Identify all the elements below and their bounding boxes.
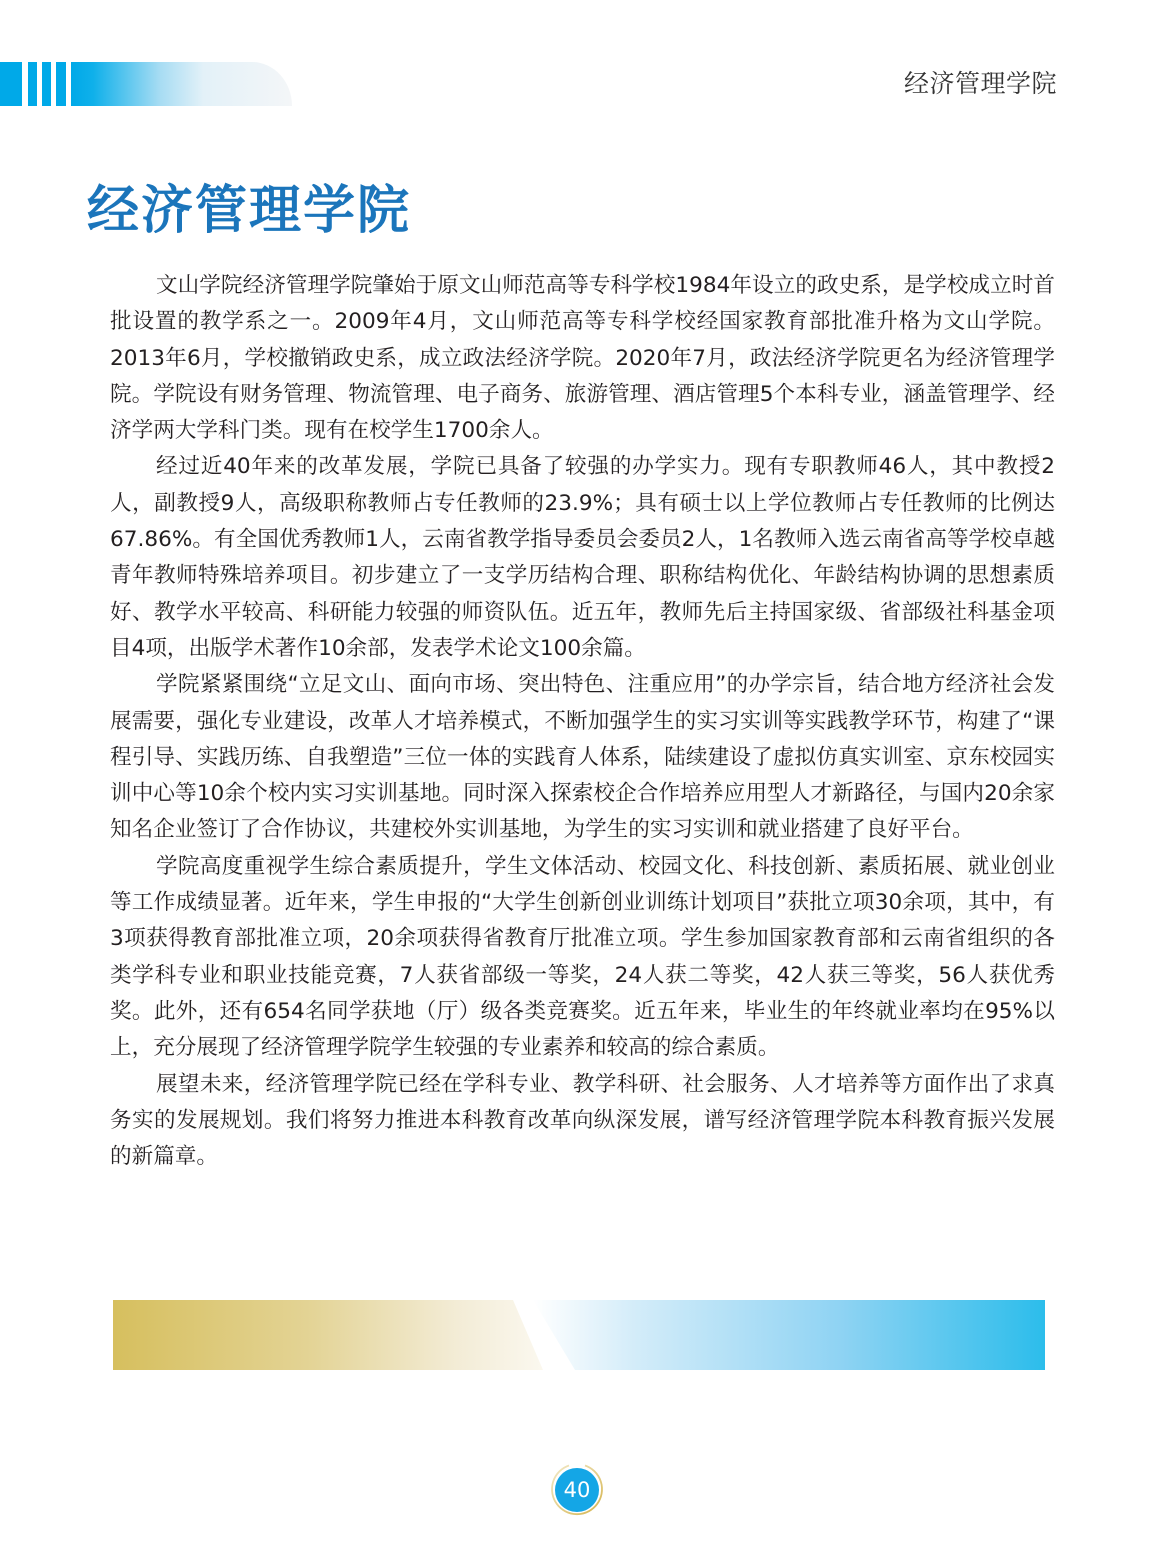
header-decoration-bar (0, 62, 292, 106)
page-title: 经济管理学院 (87, 181, 412, 241)
banner-gold-segment (113, 1300, 543, 1370)
paragraph-outlook: 展望未来，经济管理学院已经在学科专业、教学科研、社会服务、人才培养等方面作出了求真务实的发展规划。我们将努力推进本科教育改革向纵深发展，谱写经济管理学院本科教育振兴发展的新篇章。 (110, 1071, 1055, 1170)
paragraph-faculty: 经过近40年来的改革发展，学院已具备了较强的办学实力。现有专职教师46人，其中教授2人，副教授9人，高级职称教师占专任教师的23.9%；具有硕士以上学位教师占专任教师的比例达67.86%。有全国优秀教师1人，云南省教学指导委员会委员2人，1名教师入选云南省高等学校卓越青年教师特殊培养项目。初步建立了一支学历结构合理、职称结构优化、年龄结构协调的思想素质好、教学水平较高、科研能力较强的师资队伍。近五年，教师先后主持国家级、省部级社科基金项目4项，出版学术著作10余部，发表学术论文100余篇。 (110, 454, 1055, 661)
header-stripe (56, 62, 66, 106)
header-stripe (28, 62, 37, 106)
body-text (110, 268, 1055, 1175)
header-stripe (0, 62, 22, 106)
running-head: 经济管理学院 (903, 69, 1057, 98)
banner-blue-segment (533, 1300, 1045, 1370)
page-number-badge: 40 (555, 1468, 599, 1512)
paragraph-practice: 学院紧紧围绕“立足文山、面向市场、突出特色、注重应用”的办学宗旨，结合地方经济社会发展需要，强化专业建设，改革人才培养模式，不断加强学生的实习实训等实践教学环节，构建了“课程引导、实践历练、自我塑造”三位一体的实践育人体系，陆续建设了虚拟仿真实训室、京东校园实训中心等10余个校内实习实训基地。同时深入探索校企合作培养应用型人才新路径，与国内20余家知名企业签订了合作协议，共建校外实训基地，为学生的实习实训和就业搭建了良好平台。 (110, 672, 1055, 843)
paragraph-history: 文山学院经济管理学院肇始于原文山师范高等专科学校1984年设立的政史系，是学校成立时首批设置的教学系之一。2009年4月，文山师范高等专科学校经国家教育部批准升格为文山学院。2013年6月，学校撤销政史系，成立政法经济学院。2020年7月，政法经济学院更名为经济管理学院。学院设有财务管理、物流管理、电子商务、旅游管理、酒店管理5个本科专业，涵盖管理学、经济学两大学科门类。现有在校学生1700余人。 (110, 273, 1055, 444)
bottom-decoration-banner (113, 1300, 1045, 1370)
header-stripe (42, 62, 51, 106)
paragraph-students: 学院高度重视学生综合素质提升，学生文体活动、校园文化、科技创新、素质拓展、就业创业等工作成绩显著。近年来，学生申报的“大学生创新创业训练计划项目”获批立项30余项，其中，有3项获得教育部批准立项，20余项获得省教育厅批准立项。学生参加国家教育部和云南省组织的各类学科专业和职业技能竞赛，7人获省部级一等奖，24人获二等奖，42人获三等奖，56人获优秀奖。此外，还有654名同学获地（厅）级各类竞赛奖。近五年来，毕业生的年终就业率均在95%以上，充分展现了经济管理学院学生较强的专业素养和较高的综合素质。 (110, 853, 1055, 1061)
page-number (549, 1462, 605, 1518)
header-gradient (71, 62, 292, 106)
